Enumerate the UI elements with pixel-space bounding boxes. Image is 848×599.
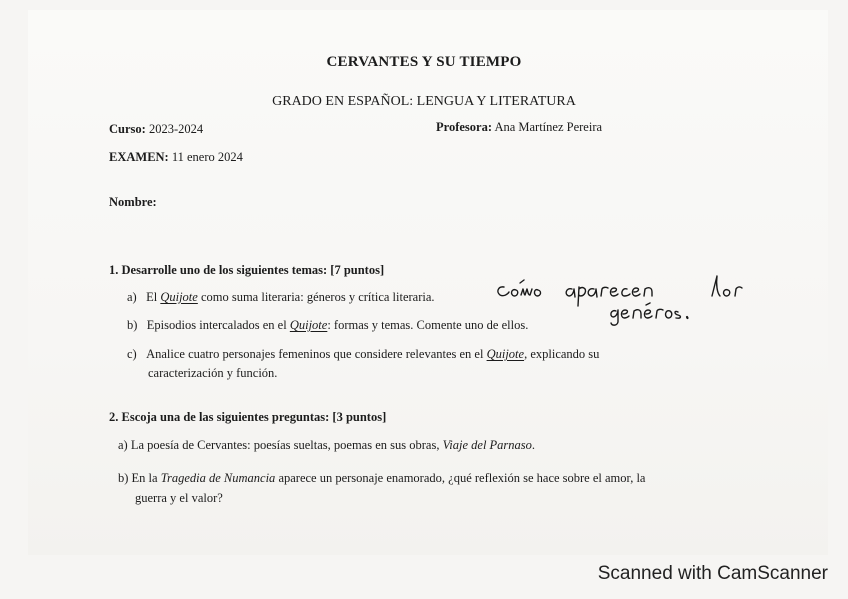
name-label: Nombre:: [109, 195, 157, 209]
exam-label: EXAMEN:: [109, 150, 169, 164]
course-line: [109, 122, 203, 137]
handwriting-stroke: [656, 309, 663, 318]
handwriting-stroke: [735, 287, 742, 296]
document-title: CERVANTES Y SU TIEMPO: [326, 54, 522, 70]
handwriting-stroke: [588, 289, 597, 297]
handwriting-stroke: [601, 287, 608, 296]
section1-item-a: a) El Quijote como suma literaria: géneros y crítica literaria.: [127, 290, 435, 304]
handwriting-stroke: [578, 287, 585, 306]
course-value: 2023-2024: [148, 122, 204, 136]
section2-item-b: b) En la Tragedia de Numancia aparece un personaje enamorado, ¿qué reflexión se hace sobre el amor, la: [118, 471, 646, 485]
section2-item-a: a) La poesía de Cervantes: poesías sueltas, poemas en sus obras, Viaje del Parnaso.: [118, 438, 536, 452]
handwriting-stroke: [632, 288, 640, 296]
course-label: Curso:: [109, 122, 146, 136]
handwriting-stroke: [534, 290, 540, 296]
handwriting-stroke: [622, 289, 630, 296]
handwriting-stroke: [611, 310, 618, 325]
exam-value: 11 enero 2024: [171, 150, 243, 164]
section1-item-c: c) Analice cuatro personajes femeninos que considere relevantes en el Quijote, explicando su: [127, 347, 600, 361]
document-subtitle: GRADO EN ESPAÑOL: LENGUA Y LITERATURA: [272, 94, 576, 109]
handwriting-accent: [520, 280, 524, 283]
handwriting-stroke: [724, 290, 730, 296]
handwriting-stroke: [644, 288, 652, 296]
handwriting-stroke: [621, 310, 629, 318]
professor-line: [436, 120, 602, 135]
name-field: [109, 195, 157, 210]
exam-line: [109, 150, 243, 165]
handwriting-stroke: [566, 289, 575, 297]
handwriting-stroke: [666, 311, 672, 318]
section1-heading: 1. Desarrolle uno de los siguientes temas: [7 puntos]: [109, 263, 385, 277]
professor-label: Profesora:: [436, 120, 492, 134]
handwriting-stroke: [610, 288, 618, 296]
handwriting-stroke: [675, 311, 680, 318]
handwriting-stroke: [512, 290, 518, 296]
handwriting-period: [687, 317, 688, 318]
section2-item-b-continued: guerra y el valor?: [135, 491, 223, 505]
section2-heading: 2. Escoja una de las siguientes preguntas: [3 puntos]: [109, 410, 387, 424]
section1-item-b: b) Episodios intercalados en el Quijote: formas y temas. Comente uno de ellos.: [127, 318, 529, 332]
handwriting-stroke: [712, 276, 720, 296]
section1-item-c-continued: caracterización y función.: [148, 366, 278, 380]
handwriting-stroke: [633, 310, 641, 318]
handwriting-accent: [646, 303, 650, 305]
scanner-watermark: Scanned with CamScanner: [597, 563, 828, 584]
handwriting-stroke: [498, 287, 509, 296]
professor-value: Ana Martínez Pereira: [494, 120, 603, 134]
handwritten-note: [490, 268, 770, 328]
handwriting-stroke: [521, 289, 532, 295]
handwriting-stroke: [644, 310, 652, 318]
